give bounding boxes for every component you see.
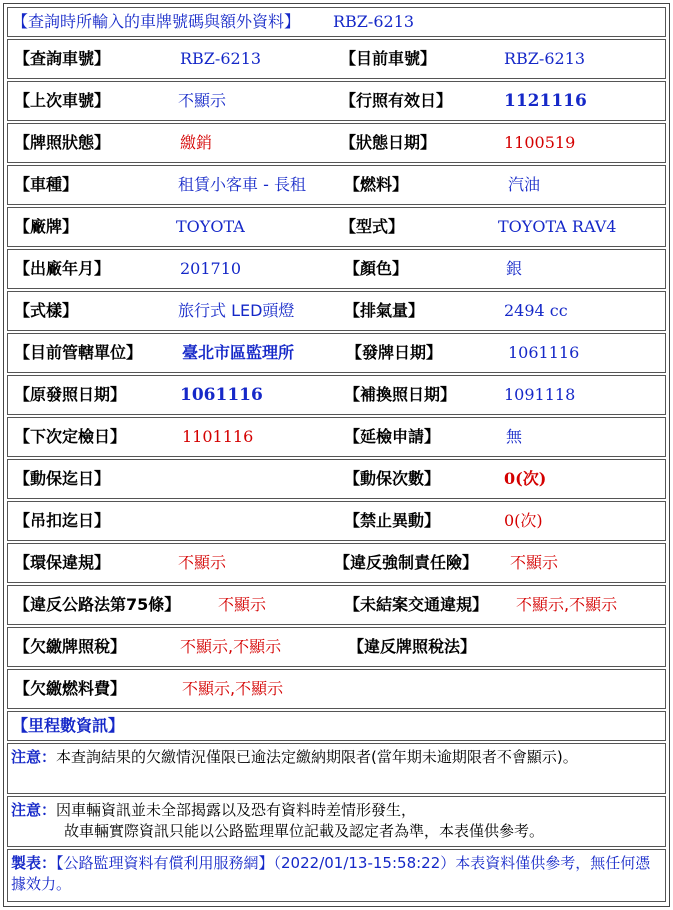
value-open-traffic-violations: 不顯示,不顯示 <box>516 595 618 614</box>
label-unpaid-fuel-fee: 【欠繳燃料費】 <box>14 679 127 698</box>
value-original-license-date: 1061116 <box>180 385 263 405</box>
label-plate-issue-date: 【發牌日期】 <box>346 343 443 362</box>
label-next-inspection: 【下次定檢日】 <box>14 427 127 446</box>
mileage-section-label: 【里程數資訊】 <box>12 716 125 735</box>
footer-key: 製表： <box>11 854 57 872</box>
query-header-value: RBZ-6213 <box>333 12 415 31</box>
label-chattel-mortgage-count: 【動保次數】 <box>344 469 441 488</box>
value-unpaid-license-tax: 不顯示,不顯示 <box>180 637 282 656</box>
label-fuel: 【燃料】 <box>344 175 409 194</box>
value-unpaid-fuel-fee: 不顯示,不顯示 <box>182 679 284 698</box>
table-row <box>7 375 666 415</box>
value-query-plate: RBZ-6213 <box>180 49 262 68</box>
table-row <box>7 543 666 583</box>
value-transfer-prohibited: 0(次) <box>504 511 543 530</box>
label-model: 【型式】 <box>340 217 405 236</box>
label-jurisdiction: 【目前管轄單位】 <box>14 343 143 362</box>
note-line: 因車輛資訊並未全部揭露以及恐有資料時差情形發生， <box>56 801 417 819</box>
value-displacement: 2494 cc <box>504 301 568 320</box>
value-compulsory-insurance-violation: 不顯示 <box>510 553 559 572</box>
value-vehicle-type: 租賃小客車 - 長租 <box>178 175 306 194</box>
value-reissue-date: 1091118 <box>504 385 576 404</box>
label-original-license-date: 【原發照日期】 <box>14 385 127 404</box>
table-row <box>7 333 666 373</box>
label-body-style: 【式樣】 <box>14 301 79 320</box>
label-compulsory-insurance-violation: 【違反強制責任險】 <box>334 553 479 572</box>
value-current-plate: RBZ-6213 <box>504 49 586 68</box>
table-row <box>7 81 666 121</box>
label-plate-status: 【牌照狀態】 <box>14 133 111 152</box>
value-brand: TOYOTA <box>176 217 245 236</box>
table-row <box>7 627 666 667</box>
value-chattel-mortgage-count: 0(次) <box>504 469 547 488</box>
label-transfer-prohibited: 【禁止異動】 <box>344 511 441 530</box>
value-model: TOYOTA RAV4 <box>498 217 617 236</box>
label-reissue-date: 【補換照日期】 <box>344 385 457 404</box>
table-row <box>7 417 666 457</box>
table-row <box>7 501 666 541</box>
note-key: 注意： <box>11 748 57 766</box>
table-row <box>7 669 666 709</box>
note-disclaimer <box>11 800 661 842</box>
query-header-label: 【查詢時所輸入的車牌號碼與額外資料】 <box>12 12 301 31</box>
table-row <box>7 585 666 625</box>
value-manufacture-date: 201710 <box>180 259 242 278</box>
value-highway-act-violation: 不顯示 <box>218 595 267 614</box>
value-environmental-violation: 不顯示 <box>178 553 227 572</box>
label-displacement: 【排氣量】 <box>344 301 425 320</box>
footer-row <box>7 849 666 902</box>
mileage-section-row <box>7 711 666 741</box>
value-fuel: 汽油 <box>508 175 541 194</box>
table-row <box>7 249 666 289</box>
label-environmental-violation: 【環保違規】 <box>14 553 111 572</box>
value-color: 銀 <box>506 259 523 278</box>
table-row <box>7 165 666 205</box>
note-row <box>7 743 666 794</box>
value-inspection-extension: 無 <box>506 427 523 446</box>
label-inspection-extension: 【延檢申請】 <box>344 427 441 446</box>
table-row <box>7 39 666 79</box>
note-text: 本查詢結果的欠繳情況僅限已逾法定繳納期限者(當年期未逾期限者不會顯示)。 <box>56 748 578 766</box>
label-open-traffic-violations: 【未結案交通違規】 <box>344 595 489 614</box>
value-plate-status: 繳銷 <box>180 133 213 152</box>
query-header-row <box>7 7 666 37</box>
label-query-plate: 【查詢車號】 <box>14 49 111 68</box>
value-jurisdiction: 臺北市區監理所 <box>182 343 295 362</box>
label-highway-act-violation: 【違反公路法第75條】 <box>14 595 181 614</box>
footer-note <box>11 853 661 895</box>
label-vehicle-type: 【車種】 <box>14 175 79 194</box>
label-manufacture-date: 【出廠年月】 <box>14 259 111 278</box>
label-current-plate: 【目前車號】 <box>340 49 437 68</box>
label-status-date: 【狀態日期】 <box>340 133 437 152</box>
label-brand: 【廠牌】 <box>14 217 79 236</box>
value-previous-plate: 不顯示 <box>178 91 227 110</box>
value-body-style: 旅行式 LED頭燈 <box>178 301 295 320</box>
table-row <box>7 291 666 331</box>
label-chattel-mortgage-end: 【動保迄日】 <box>14 469 111 488</box>
label-previous-plate: 【上次車號】 <box>14 91 111 110</box>
value-next-inspection: 1101116 <box>182 427 254 446</box>
note-key: 注意： <box>11 801 57 819</box>
label-suspension-end: 【吊扣迄日】 <box>14 511 111 530</box>
table-row <box>7 459 666 499</box>
value-plate-issue-date: 1061116 <box>508 343 580 362</box>
table-row <box>7 207 666 247</box>
label-color: 【顏色】 <box>344 259 409 278</box>
value-status-date: 1100519 <box>504 133 576 152</box>
label-license-tax-violation: 【違反牌照稅法】 <box>348 637 477 656</box>
label-license-valid-date: 【行照有效日】 <box>340 91 453 110</box>
label-unpaid-license-tax: 【欠繳牌照稅】 <box>14 637 127 656</box>
note-arrears <box>11 747 661 768</box>
note-row <box>7 796 666 847</box>
table-row <box>7 123 666 163</box>
value-license-valid-date: 1121116 <box>504 91 587 111</box>
footer-text: 【公路監理資料有償利用服務網】（2022/01/13-15:58:22）本表資料僅供參考，無任何憑據效力。 <box>11 854 651 893</box>
note-line: 故車輛實際資訊只能以公路監理單位記載及認定者為準，本表僅供參考。 <box>64 822 545 840</box>
